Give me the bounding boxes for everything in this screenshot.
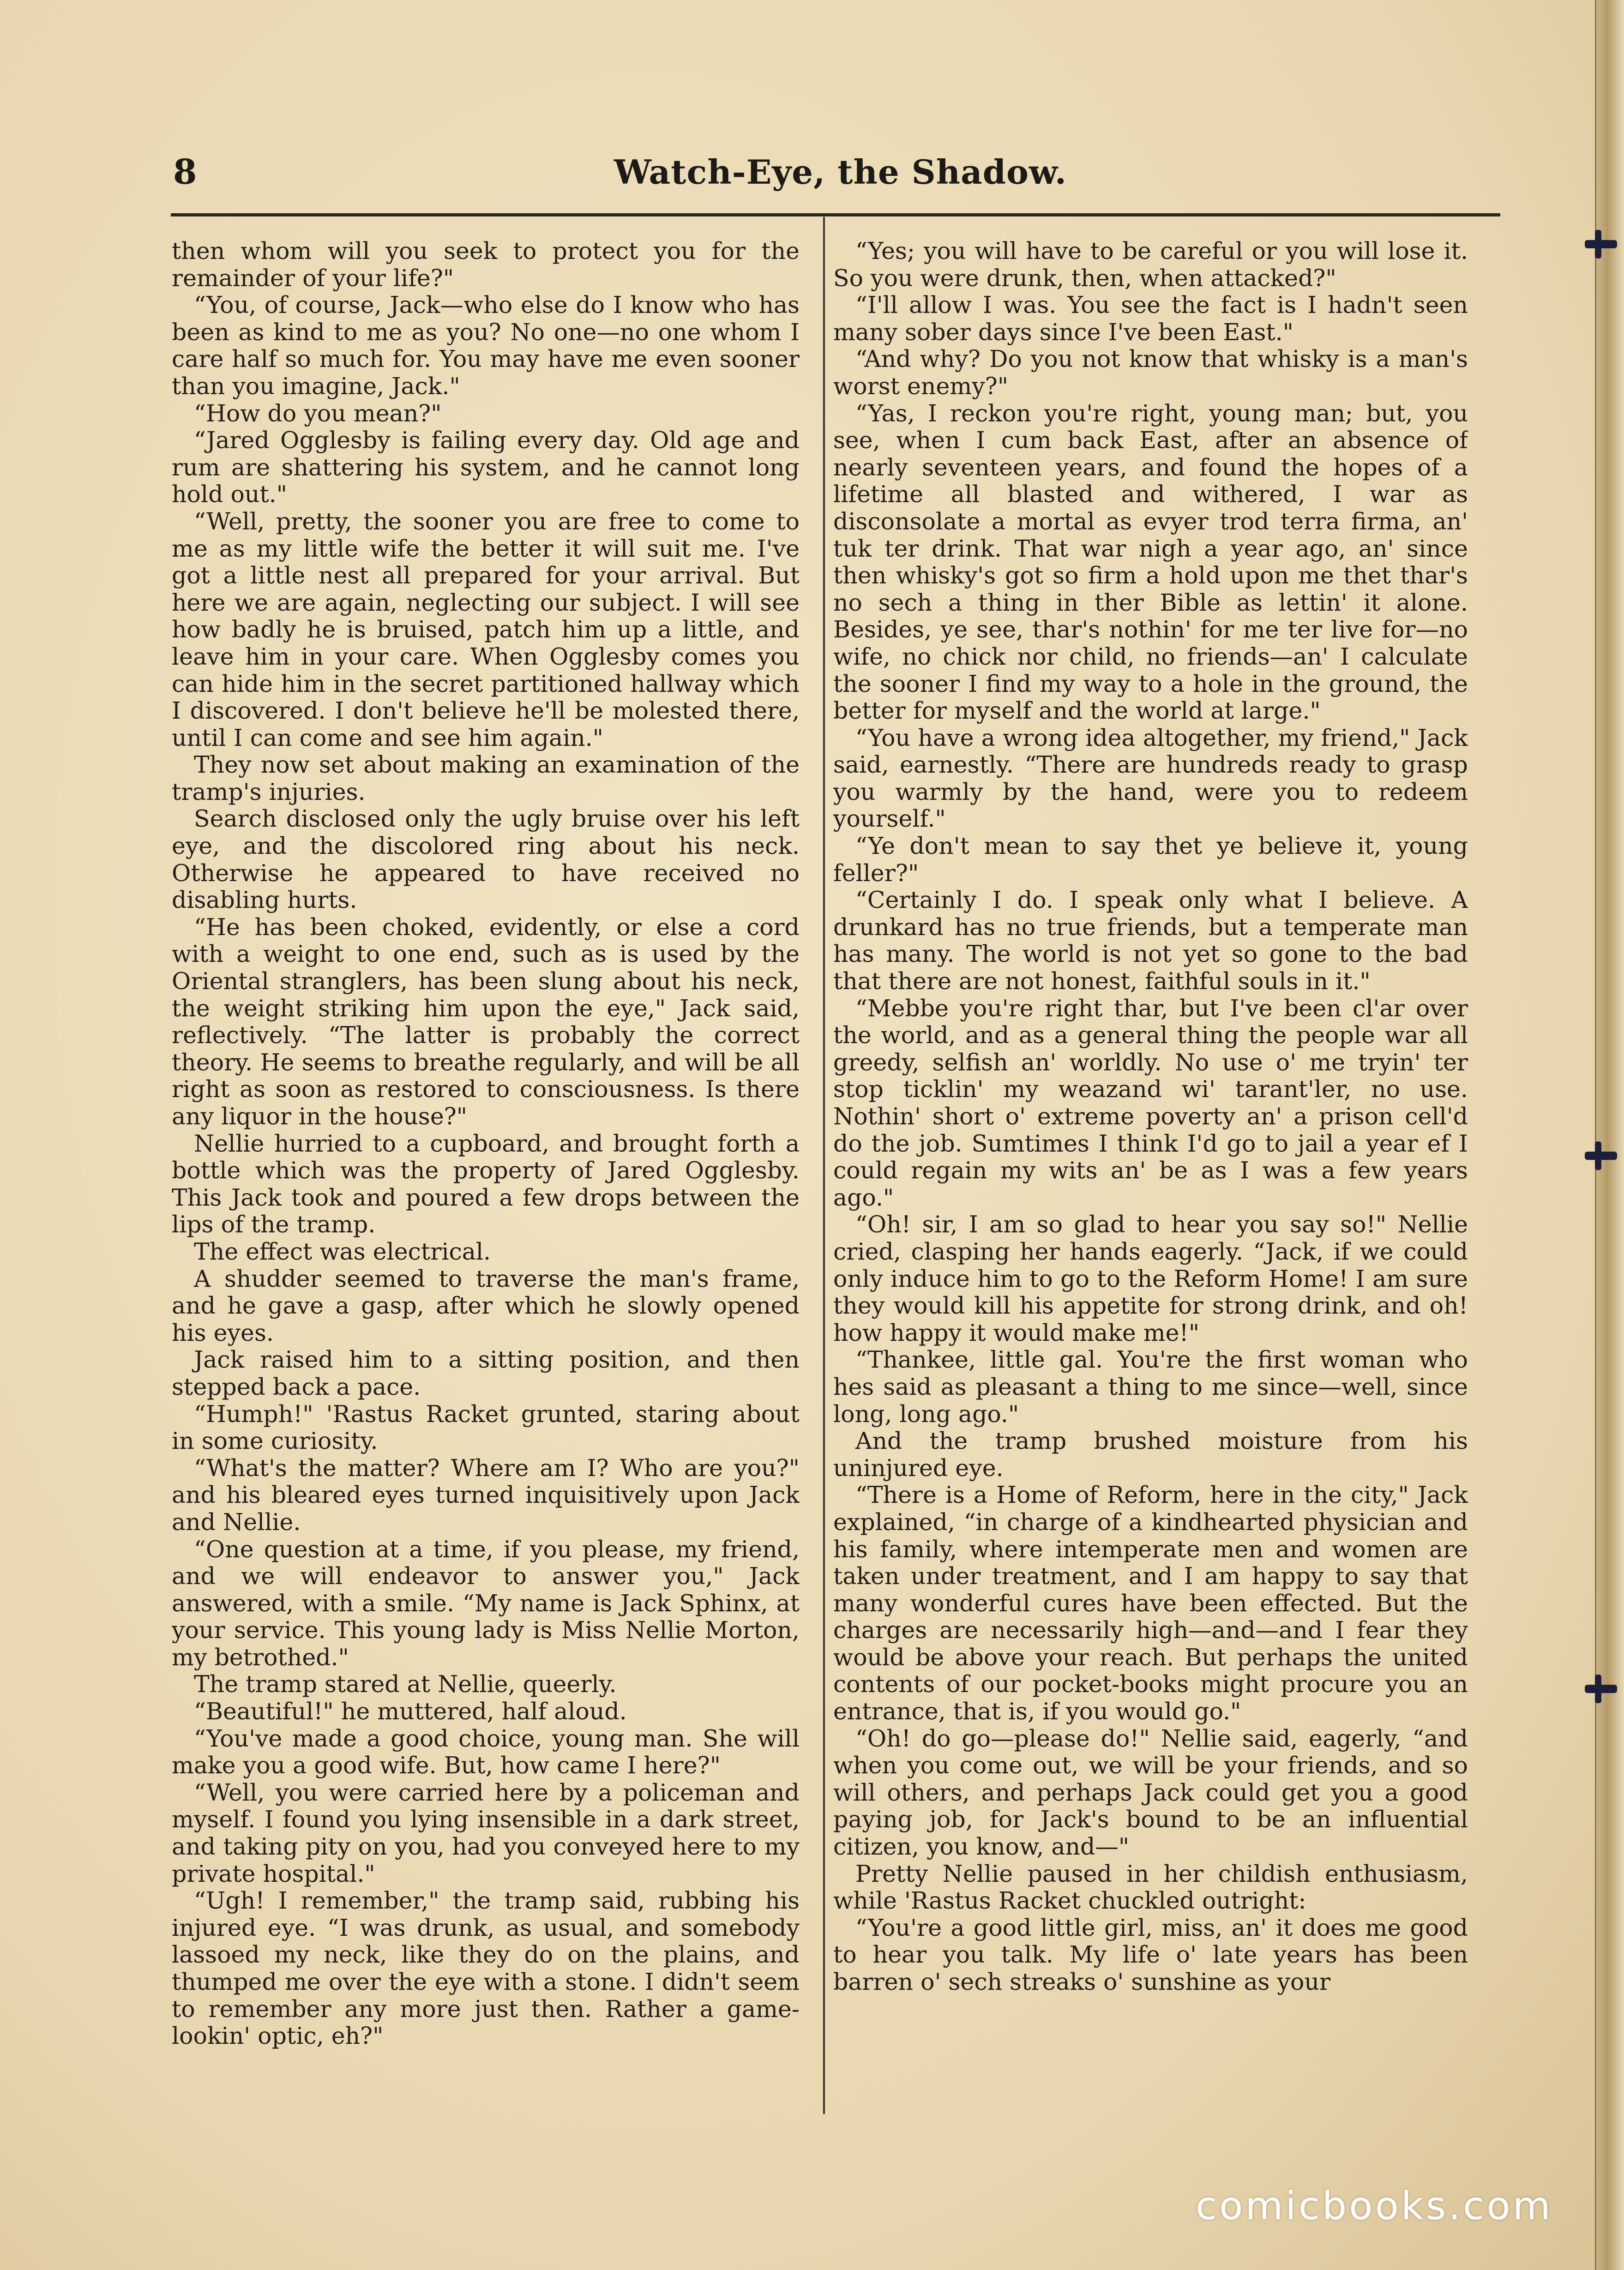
paragraph: “Yes; you will have to be careful or you will lose it. So you were drunk, then, when attacked?" bbox=[833, 238, 1468, 292]
paragraph: “There is a Home of Reform, here in the city," Jack explained, “in charge of a kindhearted physician and his family, where intemperate men and women are taken under treatment, and I am happy to say that many wonderful cures have been effected. But the charges are necessarily high—and—and I fear they would be above your reach. But perhaps the united contents of our pocket-books might procure you an entrance, that is, if you would go." bbox=[833, 1481, 1468, 1725]
paragraph: “You, of course, Jack—who else do I know who has been as kind to me as you? No one—no one whom I care half so much for. You may have me even sooner than you imagine, Jack." bbox=[172, 291, 800, 400]
paragraph: Pretty Nellie paused in her childish enthusiasm, while 'Rastus Racket chuckled outright: bbox=[833, 1860, 1468, 1915]
paragraph: “I'll allow I was. You see the fact is I hadn't seen many sober days since I've been East." bbox=[833, 291, 1468, 346]
paragraph: “What's the matter? Where am I? Who are you?" and his bleared eyes turned inquisitively upon Jack and Nellie. bbox=[172, 1454, 800, 1536]
paragraph: The tramp stared at Nellie, queerly. bbox=[194, 1670, 617, 1698]
watermark: comicbooks.com bbox=[1196, 2183, 1553, 2228]
paragraph: And the tramp brushed moisture from his uninjured eye. bbox=[833, 1427, 1468, 1482]
paragraph: “Mebbe you're right thar, but I've been cl'ar over the world, and as a general thing the people war all greedy, selfish an' worldly. No use o' me tryin' ter stop ticklin' my weazand wi' tarant'ler, no use. Nothin' short o' extreme poverty an' a prison cell'd do the job. Sumtimes I think I'd go to jail a year ef I could regain my wits an' be as I was a few years ago." bbox=[833, 994, 1468, 1211]
paragraph: “Yas, I reckon you're right, young man; but, you see, when I cum back East, after an absence of nearly seventeen years, and found the hopes of a lifetime all blasted and withered, I war as disconsolate a mortal as evyer trod terra firma, an' tuk ter drink. That war nigh a year ago, an' since then whisky's got so firm a hold upon me thet thar's no sech a thing in ther Bible as lettin' it alone. Besides, ye see, thar's nothin' for me ter live for—no wife, no chick nor child, no friends—an' I calculate the sooner I find my way to a hole in the ground, the better for myself and the world at large." bbox=[833, 399, 1468, 725]
paragraph: “Beautiful!" he muttered, half aloud. bbox=[194, 1698, 627, 1725]
paragraph: “Well, pretty, the sooner you are free to come to me as my little wife the better it will suit me. I've got a little nest all prepared for your arrival. But here we are again, neglecting our subject. I will see how badly he is bruised, patch him up a little, and leave him in your care. When Ogglesby comes you can hide him in the secret partitioned hallway which I discovered. I don't believe he'll be molested there, until I can come and see him again." bbox=[172, 507, 800, 751]
binding-edge bbox=[1595, 0, 1624, 2270]
paragraph: “He has been choked, evidently, or else a cord with a weight to one end, such as is used by the Oriental stranglers, has been slung about his neck, the weight striking him upon the eye," Jack said, reflectively. “The latter is probably the correct theory. He seems to breathe regularly, and will be all right as soon as restored to consciousness. Is there any liquor in the house?" bbox=[172, 913, 800, 1130]
paragraph: “Oh! do go—please do!" Nellie said, eagerly, “and when you come out, we will be your friends, and so will others, and perhaps Jack could get you a good paying job, for Jack's bound to be an influential citizen, you know, and—" bbox=[833, 1724, 1468, 1861]
paragraph: “Ugh! I remember," the tramp said, rubbing his injured eye. “I was drunk, as usual, and somebody lassoed my neck, like they do on the plains, and thumped me over the eye with a stone. I didn't seem to remember any more just then. Rather a game-lookin' optic, eh?" bbox=[172, 1887, 800, 2050]
paragraph: The effect was electrical. bbox=[194, 1237, 491, 1265]
paragraph: “Jared Ogglesby is failing every day. Old age and rum are shattering his system, and he cannot long hold out." bbox=[172, 426, 800, 508]
page-header bbox=[0, 152, 1523, 203]
header-rule bbox=[171, 213, 1500, 216]
paragraph: “And why? Do you not know that whisky is a man's worst enemy?" bbox=[833, 345, 1468, 400]
paragraph: “Thankee, little gal. You're the first woman who hes said as pleasant a thing to me since—well, since long, long ago." bbox=[833, 1346, 1468, 1428]
paragraph: then whom will you seek to protect you for the remainder of your life?" bbox=[172, 238, 800, 292]
paragraph: “Well, you were carried here by a policeman and myself. I found you lying insensible in a dark street, and taking pity on you, had you conveyed here to my private hospital." bbox=[172, 1778, 800, 1887]
column-divider bbox=[823, 217, 825, 2114]
paragraph: “You've made a good choice, young man. She will make you a good wife. But, how came I here?" bbox=[172, 1724, 800, 1779]
paragraph: “Certainly I do. I speak only what I believe. A drunkard has no true friends, but a temperate man has many. The world is not yet so gone to the bad that there are not honest, faithful souls in it." bbox=[833, 886, 1468, 995]
paragraph: “You have a wrong idea altogether, my friend," Jack said, earnestly. “There are hundreds ready to grasp you warmly by the hand, were you to redeem yourself." bbox=[833, 724, 1468, 833]
paragraph: “Oh! sir, I am so glad to hear you say so!" Nellie cried, clasping her hands eagerly. “Jack, if we could only induce him to go to the Reform Home! I am sure they would kill his appetite for strong drink, and oh! how happy it would make me!" bbox=[833, 1211, 1468, 1346]
staple bbox=[1585, 1152, 1617, 1160]
running-title: Watch-Eye, the Shadow. bbox=[614, 152, 1067, 192]
paragraph: A shudder seemed to traverse the man's frame, and he gave a gasp, after which he slowly opened his eyes. bbox=[172, 1265, 800, 1346]
paragraph: Jack raised him to a sitting position, and then stepped back a pace. bbox=[172, 1346, 800, 1400]
staple bbox=[1585, 1685, 1617, 1693]
paragraph: “Ye don't mean to say thet ye believe it, young feller?" bbox=[833, 832, 1468, 887]
paragraph: “How do you mean?" bbox=[194, 399, 442, 427]
paragraph: Search disclosed only the ugly bruise over his left eye, and the discolored ring about his neck. Otherwise he appeared to have received no disabling hurts. bbox=[172, 805, 800, 914]
right-text-column bbox=[833, 238, 1468, 2130]
paragraph: Nellie hurried to a cupboard, and brought forth a bottle which was the property of Jared Ogglesby. This Jack took and poured a few drops between the lips of the tramp. bbox=[172, 1129, 800, 1238]
staple bbox=[1585, 240, 1617, 248]
paragraph: “Humph!" 'Rastus Racket grunted, staring about in some curiosity. bbox=[172, 1400, 800, 1455]
paragraph: They now set about making an examination of the tramp's injuries. bbox=[172, 751, 800, 805]
page-number: 8 bbox=[173, 152, 197, 192]
paragraph: “One question at a time, if you please, my friend, and we will endeavor to answer you," Jack answered, with a smile. “My name is Jack Sphinx, at your service. This young lady is Miss Nellie Morton, my betrothed." bbox=[172, 1535, 800, 1671]
paragraph: “You're a good little girl, miss, an' it does me good to hear you talk. My life o' late years has been barren o' sech streaks o' sunshine as your bbox=[833, 1914, 1468, 1995]
left-text-column bbox=[172, 238, 800, 2130]
